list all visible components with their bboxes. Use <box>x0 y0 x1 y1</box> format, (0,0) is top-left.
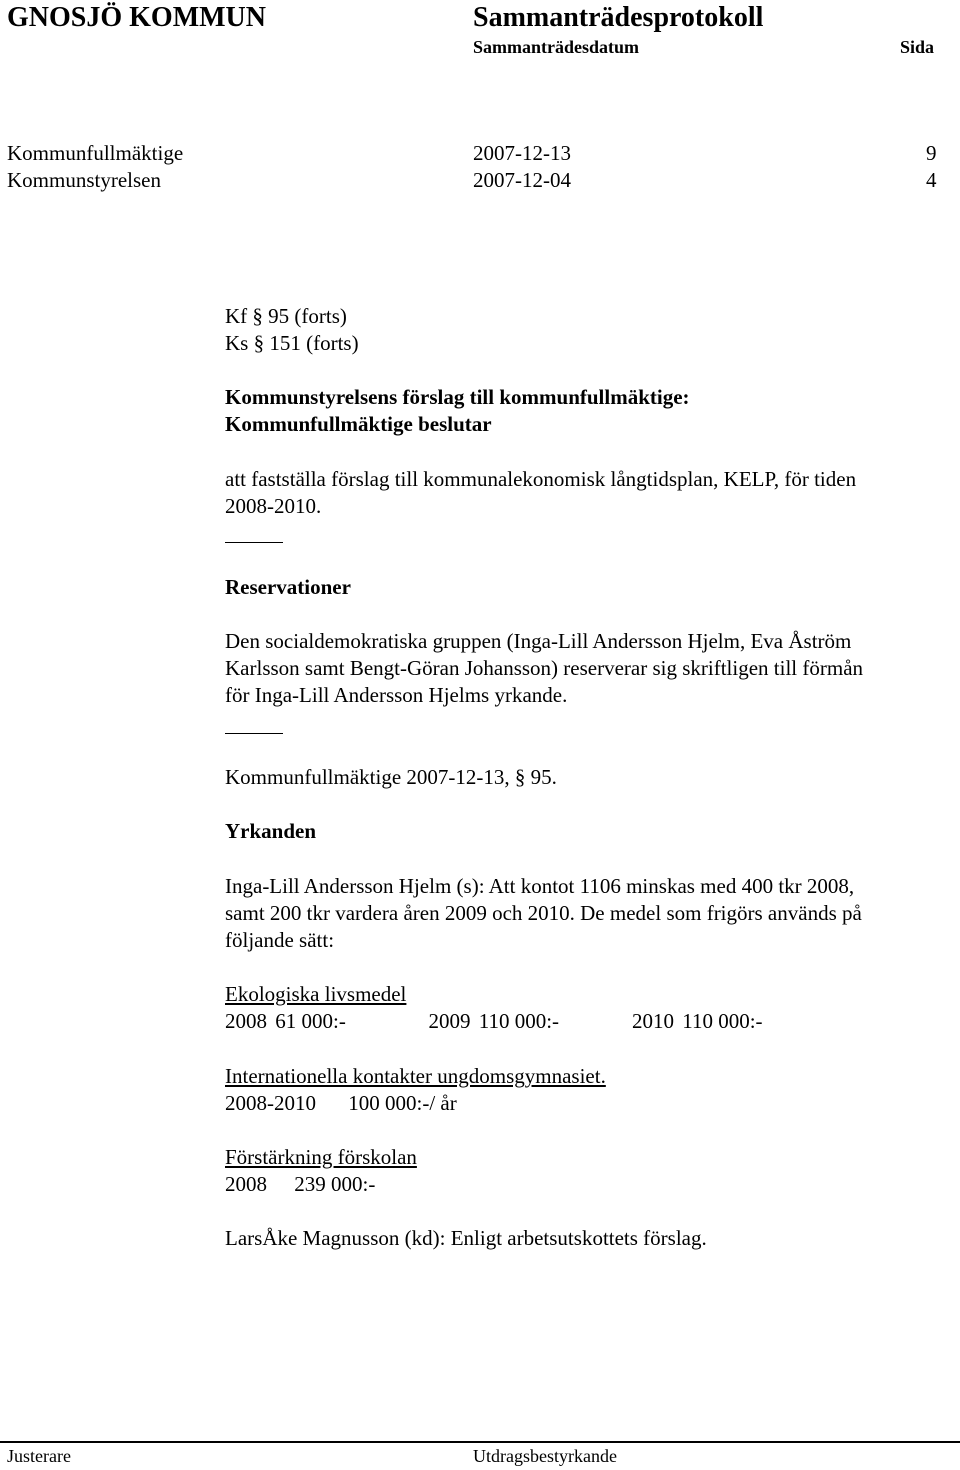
year: 2008 <box>225 1172 267 1196</box>
motion-text-line: följande sätt: <box>225 928 335 952</box>
year: 2009 <box>428 1009 471 1033</box>
extract-certification-label: Utdragsbestyrkande <box>473 1446 617 1466</box>
reservation-text-line: för Inga-Lill Andersson Hjelms yrkande. <box>225 683 568 707</box>
amount: 110 000:- <box>478 1009 560 1033</box>
meeting-page-1: 9 <box>926 141 937 165</box>
kf-reference: Kommunfullmäktige 2007-12-13, § 95. <box>225 765 557 789</box>
year-range: 2008-2010 <box>225 1091 316 1115</box>
amount: 61 000:- <box>275 1009 346 1033</box>
proposal-subheading: Kommunfullmäktige beslutar <box>225 412 492 436</box>
final-motion: LarsÅke Magnusson (kd): Enligt arbetsutskottets förslag. <box>225 1226 707 1250</box>
item-ekologiska-amounts <box>225 1008 763 1035</box>
decision-text-line: att fastställa förslag till kommunalekonomisk långtidsplan, KELP, för tiden <box>225 467 857 491</box>
page-label: Sida <box>900 37 935 57</box>
item-forskolan-title: Förstärkning förskolan <box>225 1145 417 1169</box>
meeting-date-label: Sammanträdesdatum <box>473 37 640 57</box>
year: 2010 <box>632 1009 674 1033</box>
document-title: Sammanträdesprotokoll <box>473 2 764 33</box>
footer-divider <box>0 1441 960 1443</box>
amount: 100 000:-/ år <box>348 1091 457 1115</box>
separator-line <box>225 542 283 543</box>
motions-heading: Yrkanden <box>225 819 317 843</box>
year: 2008 <box>225 1009 267 1033</box>
item-ekologiska-title: Ekologiska livsmedel <box>225 982 407 1006</box>
meeting-body-1: Kommunfullmäktige <box>7 141 184 165</box>
motion-text-line: samt 200 tkr vardera åren 2009 och 2010. De medel som frigörs används på <box>225 901 862 925</box>
reservation-text-line: Karlsson samt Bengt-Göran Johansson) reserverar sig skriftligen till förmån <box>225 656 864 680</box>
organization-name: GNOSJÖ KOMMUN <box>7 2 266 33</box>
meeting-date-2: 2007-12-04 <box>473 168 571 192</box>
item-internationella-title: Internationella kontakter ungdomsgymnasiet. <box>225 1064 606 1088</box>
amount: 239 000:- <box>294 1172 376 1196</box>
item-forskolan-amounts <box>225 1171 375 1198</box>
item-internationella-amounts <box>225 1090 457 1117</box>
separator-line <box>225 733 283 734</box>
reservation-text-line: Den socialdemokratiska gruppen (Inga-Lill Andersson Hjelm, Eva Åström <box>225 629 852 653</box>
adjuster-label: Justerare <box>7 1446 71 1466</box>
kf-section-ref: Kf § 95 (forts) <box>225 304 347 328</box>
motion-text-line: Inga-Lill Andersson Hjelm (s): Att kontot 1106 minskas med 400 tkr 2008, <box>225 874 855 898</box>
meeting-body-2: Kommunstyrelsen <box>7 168 161 192</box>
reservations-heading: Reservationer <box>225 575 351 599</box>
meeting-date-1: 2007-12-13 <box>473 141 571 165</box>
decision-text-line: 2008-2010. <box>225 494 322 518</box>
ks-section-ref: Ks § 151 (forts) <box>225 331 359 355</box>
proposal-heading: Kommunstyrelsens förslag till kommunfullmäktige: <box>225 385 690 409</box>
meeting-page-2: 4 <box>926 168 937 192</box>
amount: 110 000:- <box>682 1009 763 1033</box>
